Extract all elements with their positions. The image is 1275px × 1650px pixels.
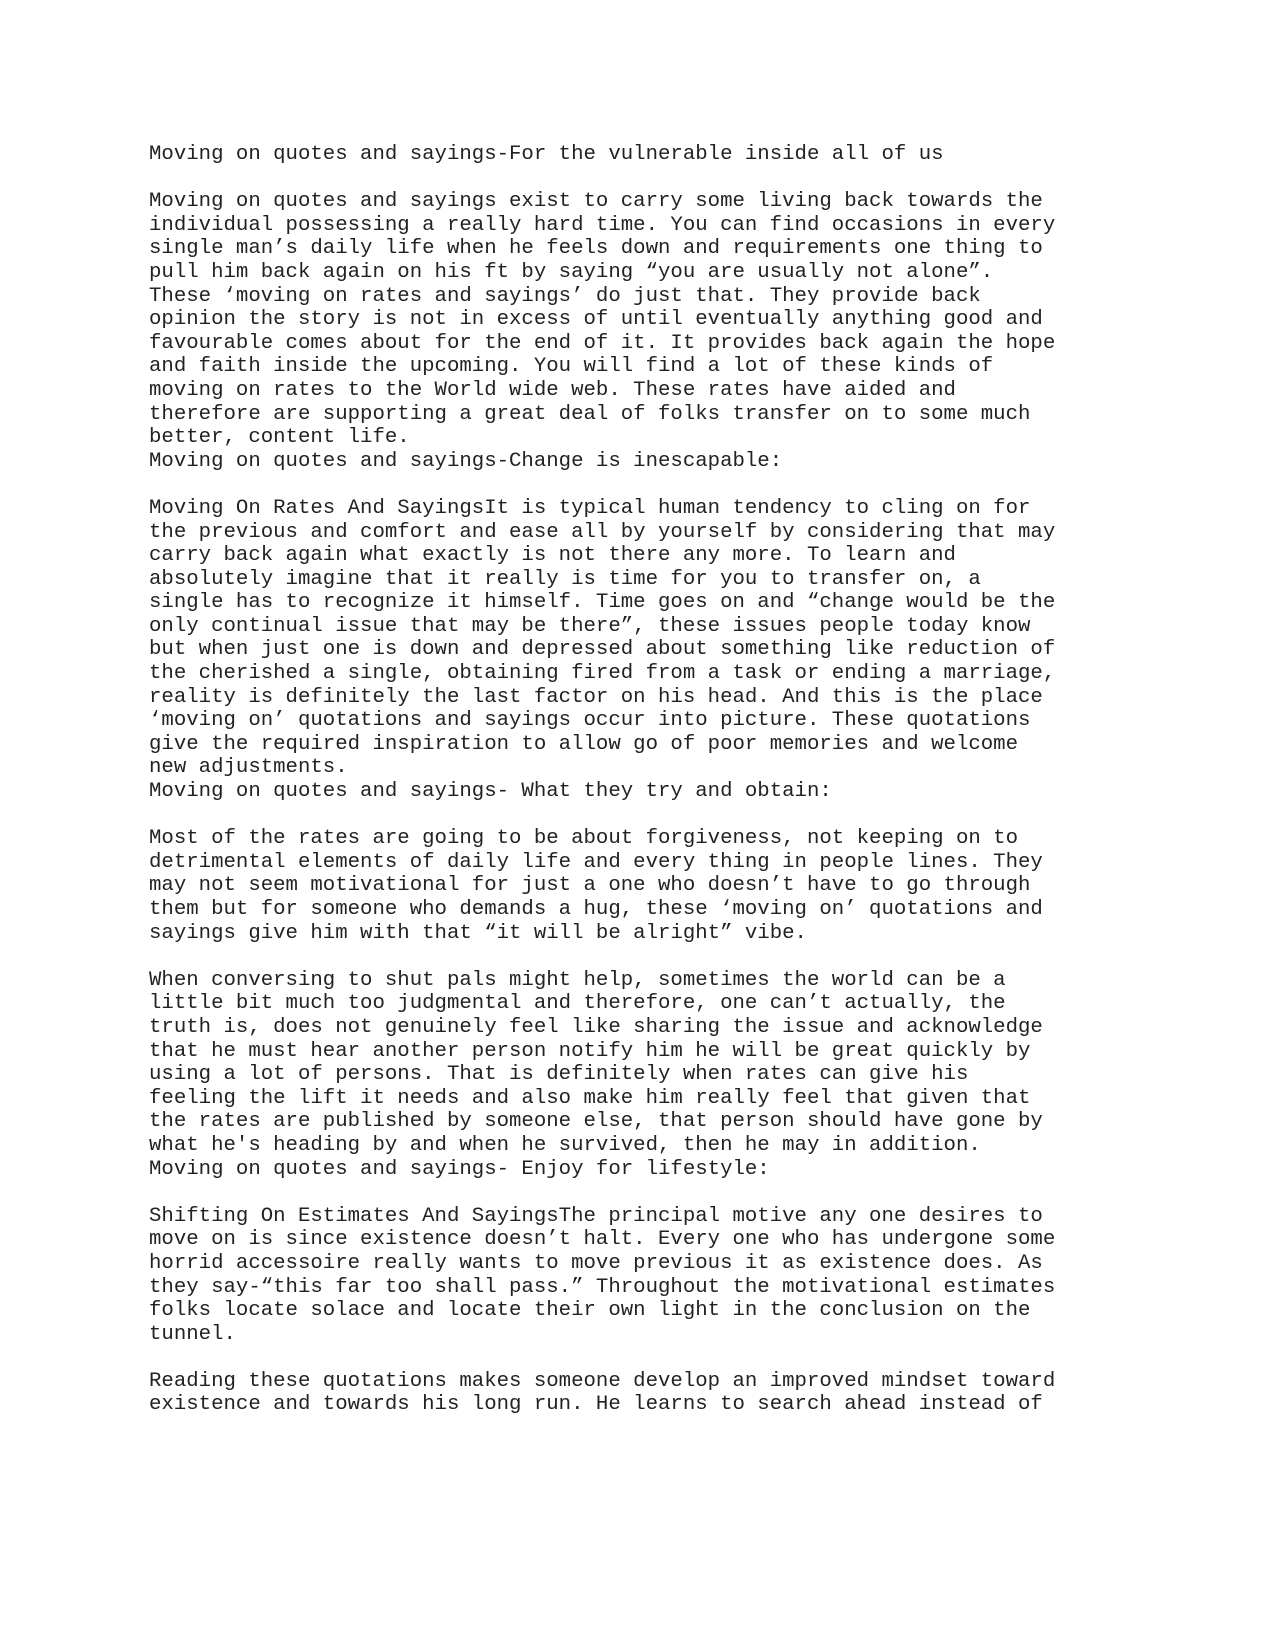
text-line: opinion the story is not in excess of until eventually anything good and <box>149 308 1043 332</box>
text-line: tunnel. <box>149 1322 236 1346</box>
text-line: using a lot of persons. That is definitely when rates can give his <box>149 1063 969 1087</box>
text-line: sayings give him with that “it will be alright” vibe. <box>149 921 807 945</box>
text-line: individual possessing a really hard time. You can find occasions in every <box>149 213 1056 237</box>
text-line: absolutely imagine that it really is time for you to transfer on, a <box>149 567 981 591</box>
document-body <box>149 143 1055 1417</box>
text-line: horrid accessoire really wants to move previous it as existence does. As <box>149 1251 1043 1275</box>
text-line: the previous and comfort and ease all by yourself by considering that may <box>149 520 1056 544</box>
text-line: but when just one is down and depressed about something like reduction of <box>149 638 1056 662</box>
text-line: the cherished a single, obtaining fired from a task or ending a marriage, <box>149 662 1056 686</box>
text-line: carry back again what exactly is not there any more. To learn and <box>149 544 956 568</box>
text-line: only continual issue that may be there”, these issues people today know <box>149 614 1031 638</box>
text-line: feeling the lift it needs and also make him really feel that given that <box>149 1086 1031 1110</box>
blank-line <box>149 1181 1055 1205</box>
blank-line <box>149 945 1055 969</box>
text-line: folks locate solace and locate their own light in the conclusion on the <box>149 1299 1031 1323</box>
text-line: better, content life. <box>149 426 410 450</box>
text-line: Moving On Rates And SayingsIt is typical human tendency to cling on for <box>149 496 1031 520</box>
text-line: single man’s daily life when he feels down and requirements one thing to <box>149 237 1043 261</box>
text-line: may not seem motivational for just a one who doesn’t have to go through <box>149 874 1031 898</box>
blank-line <box>149 1346 1055 1370</box>
blank-line <box>149 167 1055 191</box>
text-line: them but for someone who demands a hug, these ‘moving on’ quotations and <box>149 898 1043 921</box>
text-line: When conversing to shut pals might help, sometimes the world can be a <box>149 968 1006 992</box>
text-line: new adjustments. <box>149 756 348 780</box>
text-line: truth is, does not genuinely feel like sharing the issue and acknowledge <box>149 1015 1043 1039</box>
text-line: reality is definitely the last factor on his head. And this is the place <box>149 685 1043 709</box>
text-line: favourable comes about for the end of it. It provides back again the hope <box>149 331 1056 355</box>
text-line: moving on rates to the World wide web. These rates have aided and <box>149 378 956 402</box>
text-line: the rates are published by someone else, that person should have gone by <box>149 1110 1043 1134</box>
text-line: Shifting On Estimates And SayingsThe principal motive any one desires to <box>149 1204 1043 1228</box>
section-heading: Moving on quotes and sayings- Enjoy for lifestyle: <box>149 1157 770 1181</box>
section-heading: Moving on quotes and sayings-For the vulnerable inside all of us <box>149 143 944 166</box>
text-line: they say-“this far too shall pass.” Throughout the motivational estimates <box>149 1275 1056 1299</box>
text-line: Moving on quotes and sayings exist to carry some living back towards the <box>149 190 1043 214</box>
blank-line <box>149 473 1055 497</box>
text-line: single has to recognize it himself. Time goes on and “change would be the <box>149 591 1056 615</box>
blank-line <box>149 804 1055 828</box>
text-line: existence and towards his long run. He learns to search ahead instead of <box>149 1393 1043 1417</box>
text-line: what he's heading by and when he survived, then he may in addition. <box>149 1133 981 1157</box>
section-heading: Moving on quotes and sayings-Change is inescapable: <box>149 449 783 473</box>
text-line: and faith inside the upcoming. You will find a lot of these kinds of <box>149 355 994 379</box>
text-line: therefore are supporting a great deal of folks transfer on to some much <box>149 402 1031 426</box>
text-line: Reading these quotations makes someone develop an improved mindset toward <box>149 1369 1056 1393</box>
text-line: These ‘moving on rates and sayings’ do just that. They provide back <box>149 284 981 308</box>
text-line: pull him back again on his ft by saying “you are usually not alone”. <box>149 260 994 284</box>
text-line: detrimental elements of daily life and every thing in people lines. They <box>149 850 1043 874</box>
text-line: give the required inspiration to allow go of poor memories and welcome <box>149 732 1019 756</box>
text-line: move on is since existence doesn’t halt. Every one who has undergone some <box>149 1228 1056 1252</box>
text-line: that he must hear another person notify him he will be great quickly by <box>149 1039 1031 1063</box>
text-line: little bit much too judgmental and therefore, one can’t actually, the <box>149 992 1006 1016</box>
section-heading: Moving on quotes and sayings- What they try and obtain: <box>149 780 832 804</box>
text-line: Most of the rates are going to be about forgiveness, not keeping on to <box>149 827 1019 851</box>
text-line: ‘moving on’ quotations and sayings occur into picture. These quotations <box>149 709 1031 733</box>
